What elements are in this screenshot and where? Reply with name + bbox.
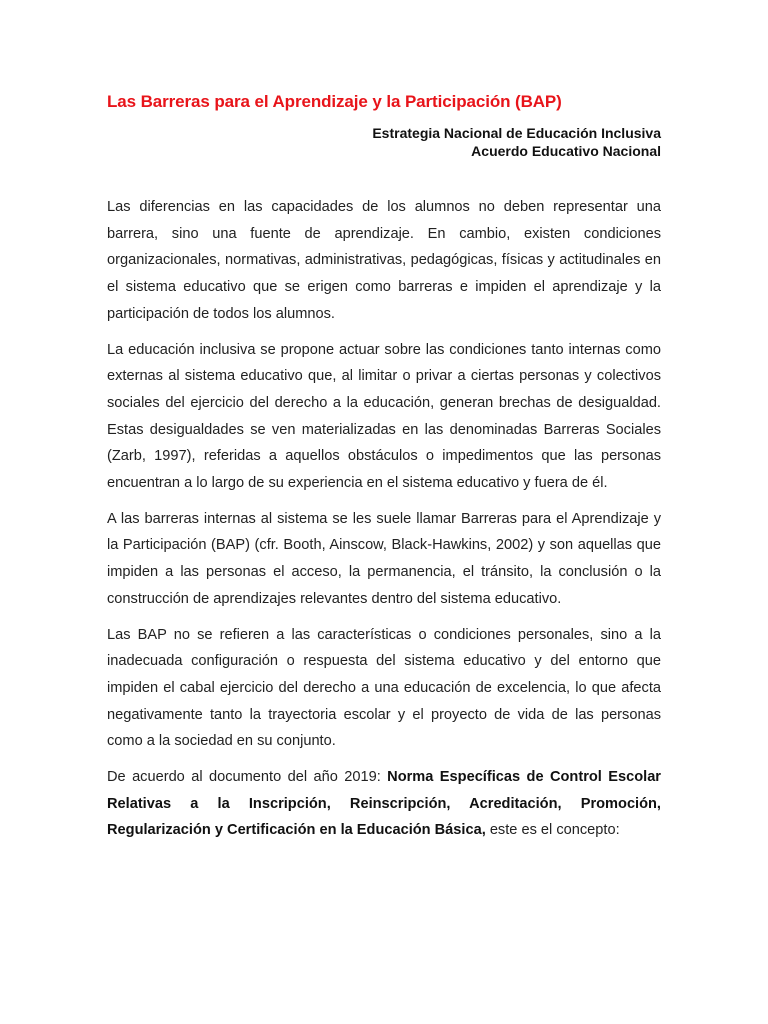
- paragraph-internal-barriers: A las barreras internas al sistema se les suele llamar Barreras para el Aprendizaje y la Participación (BAP) (cfr. Booth, Ainscow, Black-Hawkins, 2002) y son aquellas que impiden a las personas el acceso, la permanencia, el tránsito, la conclusión o la construcción de aprendizajes relevantes dentro del sistema educativo.: [107, 510, 661, 607]
- norma-title: Norma Específicas de Control Escolar Relativas a la Inscripción, Reinscripción, Acreditación, Promoción, Regularización y Certificación en la Educación Básica,: [107, 769, 661, 839]
- subtitle-line-strategy: Estrategia Nacional de Educación Inclusiva: [372, 125, 661, 141]
- norma-intro: De acuerdo al documento del año 2019:: [107, 769, 388, 786]
- norma-outro: este es el concepto:: [485, 822, 620, 839]
- document-body: [107, 194, 661, 853]
- subtitle-line-agreement: Acuerdo Educativo Nacional: [471, 143, 661, 159]
- document-subtitle: [107, 124, 661, 160]
- paragraph-differences: Las diferencias en las capacidades de los alumnos no deben representar una barrera, sino una fuente de aprendizaje. En cambio, existen condiciones organizacionales, normativas, administrativas, pedagógicas, físicas y actitudinales en el sistema educativo que se erigen como barreras e impiden el aprendizaje y la participación de todos los alumnos.: [107, 199, 661, 322]
- paragraph-bap-definition: Las BAP no se refieren a las características o condiciones personales, sino a la inadecuada configuración o respuesta del sistema educativo y del entorno que impiden el cabal ejercicio del derecho a una educación de excelencia, lo que afecta negativamente tanto la trayectoria escolar y el proyecto de vida de las personas como a la sociedad en su conjunto.: [107, 626, 661, 750]
- paragraph-inclusive-education: La educación inclusiva se propone actuar sobre las condiciones tanto internas como externas al sistema educativo que, al limitar o privar a ciertas personas y colectivos sociales del ejercicio del derecho a la educación, generan brechas de desigualdad. Estas desigualdades se ven materializadas en las denominadas Barreras Sociales (Zarb, 1997), referidas a aquellos obstáculos o impedimentos que las personas encuentran a lo largo de su experiencia en el sistema educativo y fuera de él.: [107, 341, 661, 492]
- document-title: Las Barreras para el Aprendizaje y la Participación (BAP): [107, 92, 562, 111]
- paragraph-norma-reference: [107, 764, 661, 844]
